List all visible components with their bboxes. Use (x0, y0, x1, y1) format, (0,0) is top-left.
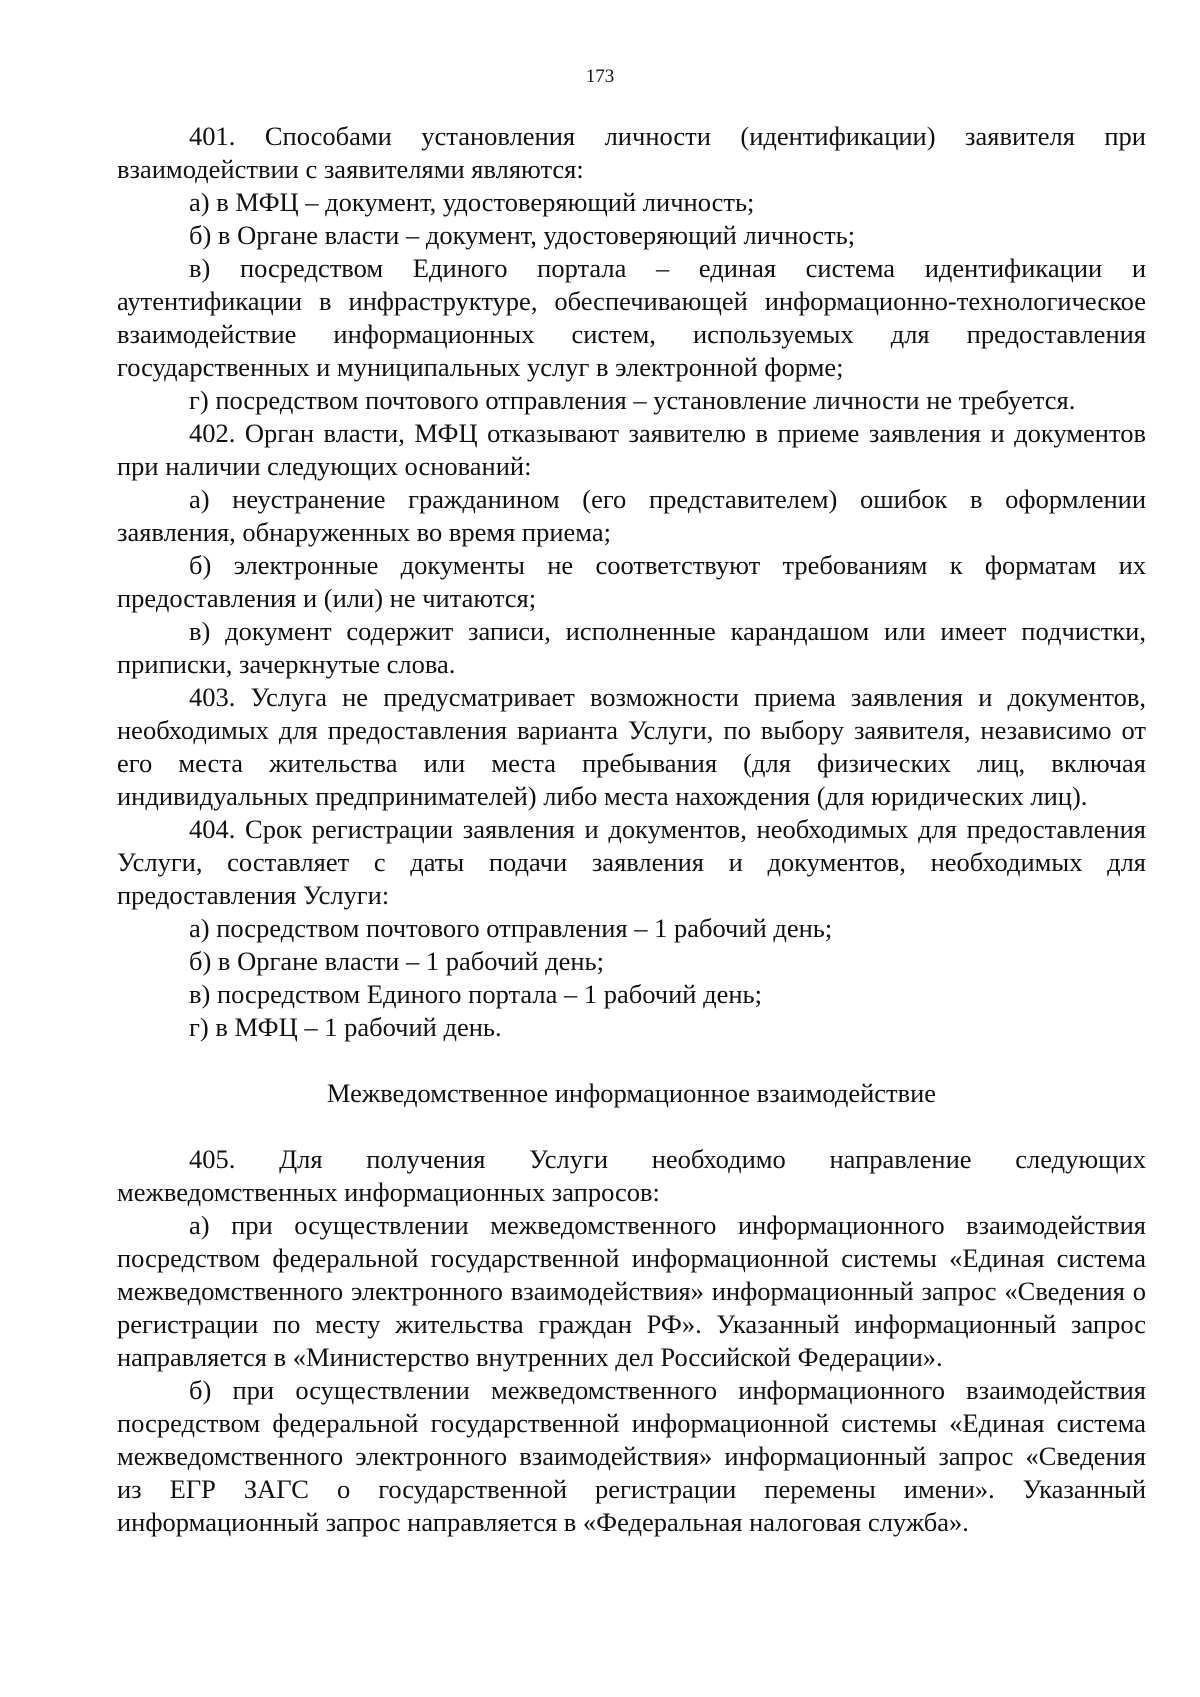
paragraph-403: 403. Услуга не предусматривает возможности приема заявления и документов, необходимых для предоставления варианта Услуги, по выбору заявителя, независимо от его места жительства или места пребывания (для физических лиц, включая индивидуальных предпринимателей) либо места нахождения (для юридических лиц). (117, 682, 1146, 811)
paragraph-404-a: а) посредством почтового отправления – 1 рабочий день; (189, 913, 833, 943)
paragraph-401-v: в) посредством Единого портала – единая система идентификации и аутентификации в инфраструктуре, обеспечивающей информационно-технологическое взаимодействие информационных систем, используемых для предоставления государственных и муниципальных услуг в электронной форме; (117, 253, 1146, 382)
paragraph-404-b: б) в Органе власти – 1 рабочий день; (189, 946, 604, 976)
paragraph-405: 405. Для получения Услуги необходимо направление следующих межведомственных информационных запросов: (117, 1144, 1146, 1207)
paragraph-402-v: в) документ содержит записи, исполненные карандашом или имеет подчистки, приписки, зачеркнутые слова. (117, 616, 1146, 679)
paragraph-402-a: а) неустранение гражданином (его представителем) ошибок в оформлении заявления, обнаруженных во время приема; (117, 484, 1146, 547)
paragraph-402: 402. Орган власти, МФЦ отказывают заявителю в приеме заявления и документов при наличии следующих оснований: (117, 418, 1146, 481)
paragraph-404-g: г) в МФЦ – 1 рабочий день. (189, 1012, 502, 1042)
document-body (117, 120, 1146, 1539)
paragraph-405-a: а) при осуществлении межведомственного информационного взаимодействия посредством федеральной государственной информационной системы «Единая система межведомственного электронного взаимодействия» информационный запрос «Сведения о регистрации по месту жительства граждан РФ». Указанный информационный запрос направляется в «Министерство внутренних дел Российской Федерации». (117, 1210, 1146, 1372)
paragraph-401-b: б) в Органе власти – документ, удостоверяющий личность; (189, 220, 856, 250)
paragraph-401-g: г) посредством почтового отправления – установление личности не требуется. (189, 385, 1076, 415)
paragraph-402-b: б) электронные документы не соответствуют требованиям к форматам их предоставления и (или) не читаются; (117, 550, 1146, 613)
paragraph-404-v: в) посредством Единого портала – 1 рабочий день; (189, 979, 762, 1009)
paragraph-404: 404. Срок регистрации заявления и документов, необходимых для предоставления Услуги, составляет с даты подачи заявления и документов, необходимых для предоставления Услуги: (117, 814, 1146, 910)
section-heading: Межведомственное информационное взаимодействие (326, 1078, 937, 1108)
paragraph-405-b: б) при осуществлении межведомственного информационного взаимодействия посредством федеральной государственной информационной системы «Единая система межведомственного электронного взаимодействия» информационный запрос «Сведения из ЕГР ЗАГС о государственной регистрации перемены имени». Указанный информационный запрос направляется в «Федеральная налоговая служба». (117, 1375, 1146, 1537)
page-number: 173 (585, 66, 615, 87)
paragraph-401-a: а) в МФЦ – документ, удостоверяющий личность; (189, 187, 755, 217)
paragraph-401: 401. Способами установления личности (идентификации) заявителя при взаимодействии с заявителями являются: (117, 121, 1146, 184)
